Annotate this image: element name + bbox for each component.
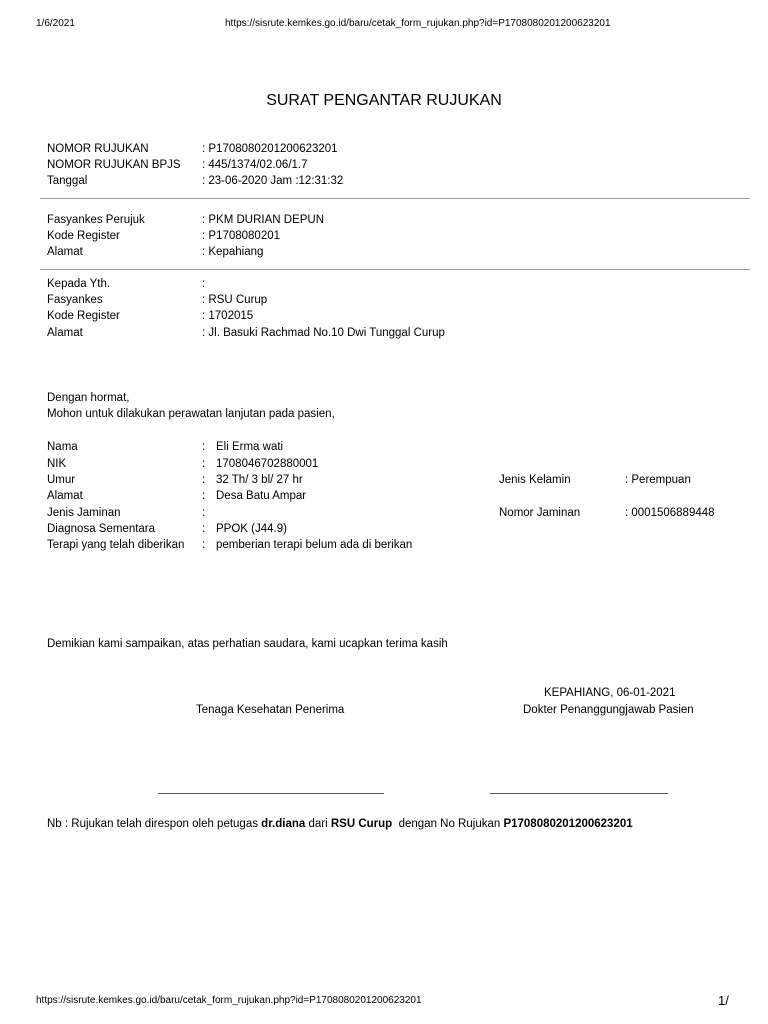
page-number: 1/ — [718, 993, 729, 1008]
signatory-right: Dokter Penanggungjawab Pasien — [523, 704, 694, 716]
colon: : — [202, 507, 206, 519]
referral-number-label: NOMOR RUJUKAN — [47, 143, 149, 155]
signature-line-left — [158, 793, 384, 794]
note-facility: RSU Curup — [330, 818, 393, 830]
patient-diagnosis-label: Diagnosa Sementara — [47, 523, 156, 535]
divider — [40, 269, 750, 270]
patient-therapy-label: Terapi yang telah diberikan — [47, 539, 185, 551]
sender-facility-value: : PKM DURIAN DEPUN — [202, 214, 325, 226]
patient-nik-label: NIK — [47, 458, 67, 470]
print-date: 1/6/2021 — [36, 18, 75, 29]
colon: : — [202, 539, 206, 551]
closing-text: Demikian kami sampaikan, atas perhatian saudara, kami ucapkan terima kasih — [47, 638, 448, 650]
greeting: Dengan hormat, — [47, 392, 130, 404]
sender-facility-label: Fasyankes Perujuk — [47, 214, 145, 226]
patient-address-label: Alamat — [47, 490, 83, 502]
recipient-address-label: Alamat — [47, 327, 83, 339]
recipient-facility-value: : RSU Curup — [202, 294, 268, 306]
patient-nik-value: 1708046702880001 — [216, 458, 319, 470]
date-value: : 23-06-2020 Jam :12:31:32 — [202, 175, 344, 187]
note-prefix: Nb : Rujukan telah direspon oleh petugas — [47, 818, 262, 830]
patient-gender-label: Jenis Kelamin — [499, 474, 571, 486]
print-url: https://sisrute.kemkes.go.id/baru/cetak_form_rujukan.php?id=P1708080201200623201 — [225, 18, 611, 29]
sender-address-value: : Kepahiang — [202, 246, 264, 258]
response-note — [47, 818, 633, 830]
patient-insurance-number-label: Nomor Jaminan — [499, 507, 581, 519]
recipient-facility-label: Fasyankes — [47, 294, 103, 306]
recipient-to-value: : — [202, 278, 206, 290]
patient-therapy-value: pemberian terapi belum ada di berikan — [216, 539, 413, 551]
referral-number-value: : P1708080201200623201 — [202, 143, 338, 155]
patient-address-value: Desa Batu Ampar — [216, 490, 307, 502]
place-date: KEPAHIANG, 06-01-2021 — [544, 687, 676, 699]
colon: : — [202, 490, 206, 502]
patient-name-label: Nama — [47, 441, 78, 453]
footer-url: https://sisrute.kemkes.go.id/baru/cetak_form_rujukan.php?id=P1708080201200623201 — [36, 995, 422, 1006]
recipient-register-value: : 1702015 — [202, 310, 254, 322]
recipient-address-value: : Jl. Basuki Rachmad No.10 Dwi Tunggal Curup — [202, 327, 445, 339]
patient-age-label: Umur — [47, 474, 76, 486]
note-mid2: dengan No Rujukan — [392, 818, 504, 830]
colon: : — [202, 474, 206, 486]
patient-age-value: 32 Th/ 3 bl/ 27 hr — [216, 474, 303, 486]
date-label: Tanggal — [47, 175, 88, 187]
request-text: Mohon untuk dilakukan perawatan lanjutan pada pasien, — [47, 408, 335, 420]
colon: : — [202, 441, 206, 453]
signature-line-right — [490, 793, 668, 794]
note-number: P1708080201200623201 — [503, 818, 633, 830]
patient-insurance-type-label: Jenis Jaminan — [47, 507, 121, 519]
document-title: SURAT PENGANTAR RUJUKAN — [266, 92, 502, 109]
sender-register-label: Kode Register — [47, 230, 120, 242]
recipient-register-label: Kode Register — [47, 310, 120, 322]
patient-name-value: Eli Erma wati — [216, 441, 284, 453]
colon: : — [202, 458, 206, 470]
note-mid1: dari — [305, 818, 331, 830]
bpjs-number-value: : 445/1374/02.06/1.7 — [202, 159, 308, 171]
divider — [40, 198, 750, 199]
patient-gender-value: : Perempuan — [625, 474, 691, 486]
colon: : — [202, 523, 206, 535]
signatory-left: Tenaga Kesehatan Penerima — [196, 704, 345, 716]
recipient-to-label: Kepada Yth. — [47, 278, 111, 290]
sender-register-value: : P1708080201 — [202, 230, 281, 242]
bpjs-number-label: NOMOR RUJUKAN BPJS — [47, 159, 181, 171]
patient-diagnosis-value: PPOK (J44.9) — [216, 523, 287, 535]
note-officer: dr.diana — [261, 818, 306, 830]
patient-insurance-number-value: : 0001506889448 — [625, 507, 715, 519]
sender-address-label: Alamat — [47, 246, 83, 258]
